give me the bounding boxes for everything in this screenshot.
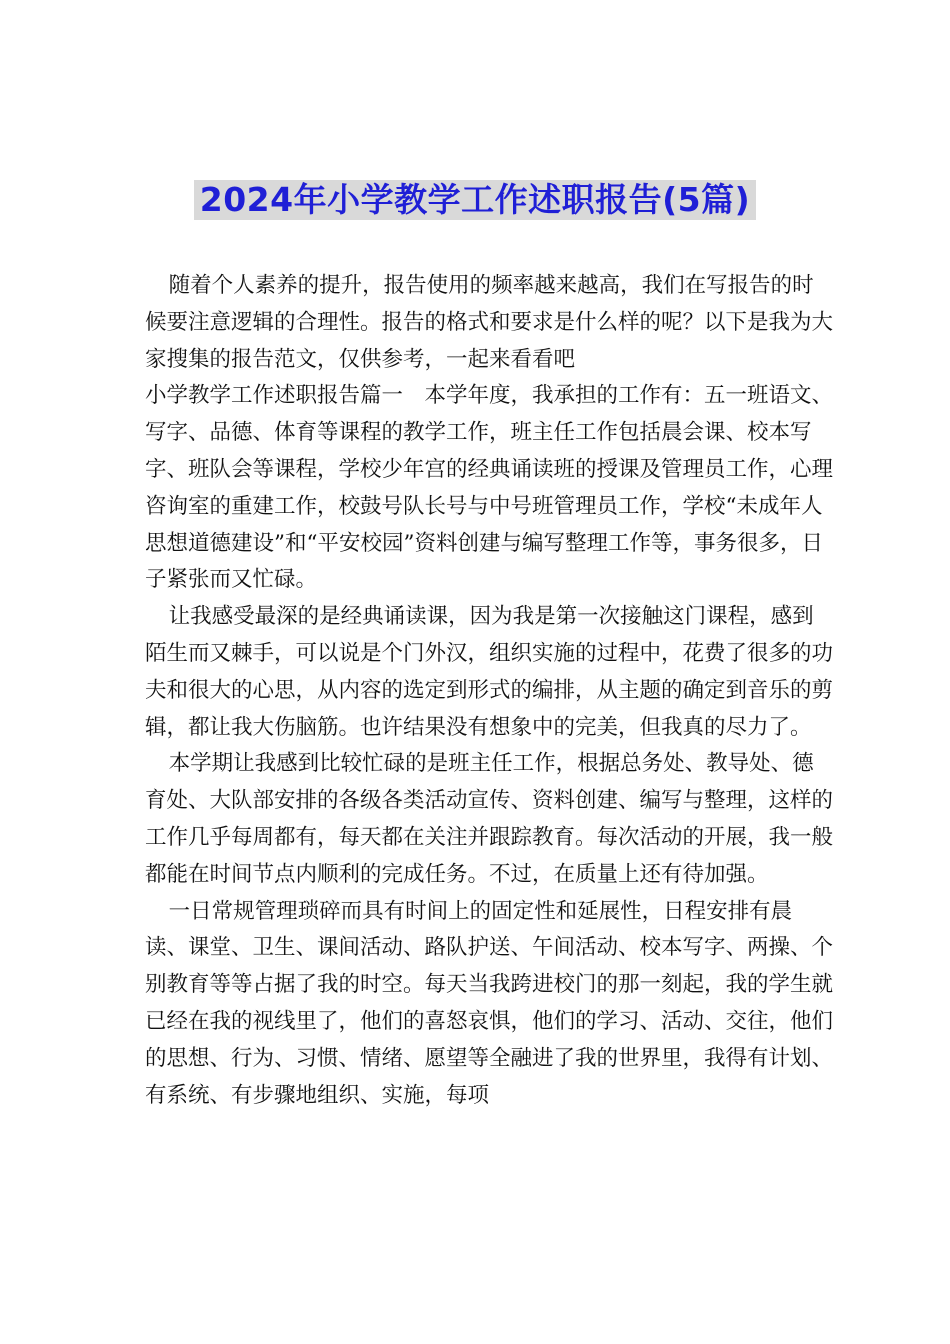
paragraph-intro: 随着个人素养的提升，报告使用的频率越来越高，我们在写报告的时候要注意逻辑的合理性。报告的格式和要求是什么样的呢？以下是我为大家搜集的报告范文，仅供参考，一起来看看吧 bbox=[145, 273, 834, 372]
paragraph-classics-reading: 让我感受最深的是经典诵读课，因为我是第一次接触这门课程，感到陌生而又棘手，可以说是个门外汉，组织实施的过程中，花费了很多的功夫和很大的心思，从内容的选定到形式的编排，从主题的确定到音乐的剪辑，都让我大伤脑筋。也许结果没有想象中的完美，但我真的尽力了。 bbox=[145, 604, 834, 740]
title-container bbox=[0, 180, 950, 220]
paragraph-section-one: 小学教学工作述职报告篇一 本学年度，我承担的工作有：五一班语文、写字、品德、体育等课程的教学工作，班主任工作包括晨会课、校本写字、班队会等课程，学校少年宫的经典诵读班的授课及管理员工作，心理咨询室的重建工作，校鼓号队长号与中号班管理员工作，学校“未成年人思想道德建设”和“平安校园”资料创建与编写整理工作等，事务很多，日子紧张而又忙碌。 bbox=[145, 383, 834, 593]
paragraph-class-teacher-work: 本学期让我感到比较忙碌的是班主任工作，根据总务处、教导处、德育处、大队部安排的各级各类活动宣传、资料创建、编写与整理，这样的工作几乎每周都有，每天都在关注并跟踪教育。每次活动的开展，我一般都能在时间节点内顺利的完成任务。不过，在质量上还有待加强。 bbox=[145, 751, 834, 887]
paragraph-daily-routine: 一日常规管理琐碎而具有时间上的固定性和延展性，日程安排有晨读、课堂、卫生、课间活动、路队护送、午间活动、校本写字、两操、个别教育等等占据了我的时空。每天当我跨进校门的那一刻起，我的学生就已经在我的视线里了，他们的喜怒哀惧，他们的学习、活动、交往，他们的思想、行为、习惯、情绪、愿望等全融进了我的世界里，我得有计划、有系统、有步骤地组织、实施，每项 bbox=[145, 898, 834, 1108]
document-body bbox=[145, 268, 835, 1114]
document-title: 2024年小学教学工作述职报告(5篇) bbox=[194, 180, 756, 220]
